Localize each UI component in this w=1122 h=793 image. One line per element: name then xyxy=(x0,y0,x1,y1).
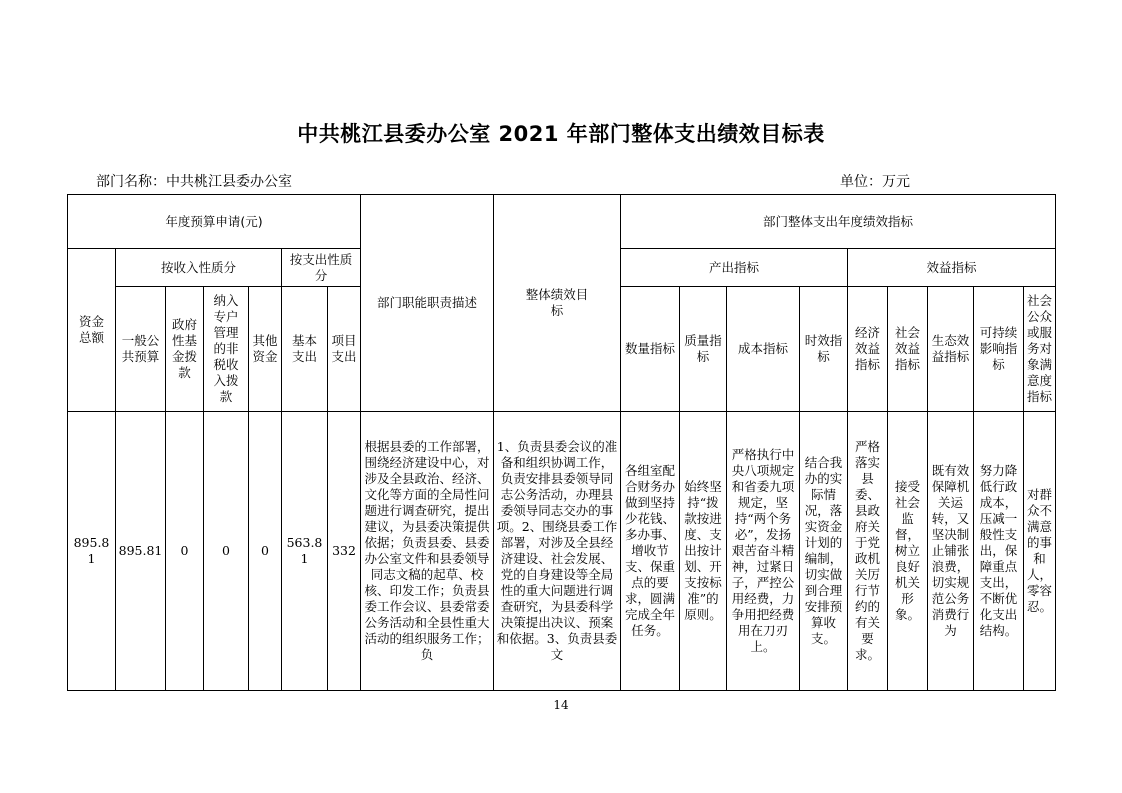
cell-total: 895.81 xyxy=(68,412,116,691)
header-quality: 质量指标 xyxy=(680,287,727,412)
header-general-budget: 一般公共预算 xyxy=(116,287,166,412)
cell-gov-fund: 0 xyxy=(166,412,204,691)
cell-cost: 严格执行中央八项规定和省委九项规定，坚持“两个务必”，发扬艰苦奋斗精神，过紧日子，严控公用经费，力争用把经费用在刀刃上。 xyxy=(727,412,800,691)
department-name: 部门名称：中共桃江县委办公室 xyxy=(96,174,292,190)
header-overall-goal-text: 整体绩效目标 xyxy=(525,287,589,318)
header-gov-fund: 政府性基金拨款 xyxy=(166,287,204,412)
performance-table xyxy=(67,194,1056,691)
cell-quantity: 各组室配合财务办做到坚持少花钱、多办事、增收节支、保重点的要求，圆满完成全年任务。 xyxy=(621,412,680,691)
header-basic-exp-text: 基本支出 xyxy=(291,333,317,364)
header-budget-group: 年度预算申请(元) xyxy=(68,195,361,249)
header-basic-exp xyxy=(282,287,328,412)
cell-sustainable: 努力降低行政成本，压减一般性支出，保障重点支出，不断优化支出结构。 xyxy=(974,412,1024,691)
page-title: 中共桃江县委办公室 2021 年部门整体支出绩效目标表 xyxy=(297,122,825,146)
header-output: 产出指标 xyxy=(621,249,848,287)
header-social: 社会效益指标 xyxy=(888,287,928,412)
unit-label: 单位：万元 xyxy=(840,174,910,190)
header-duty-desc: 部门职能职责描述 xyxy=(361,195,494,412)
cell-timeliness: 结合我办的实际情况，落实资金计划的编制，切实做到合理安排预算收支。 xyxy=(800,412,848,691)
header-perf-group: 部门整体支出年度绩效指标 xyxy=(621,195,1056,249)
cell-project-exp: 332 xyxy=(328,412,361,691)
header-non-tax-text: 纳入专户管理的非税收入拨款 xyxy=(213,293,239,404)
header-timeliness: 时效指标 xyxy=(800,287,848,412)
cell-general-budget: 895.81 xyxy=(116,412,166,691)
header-satisfaction: 社会公众或服务对象满意度指标 xyxy=(1024,287,1056,412)
cell-basic-exp: 563.81 xyxy=(282,412,328,691)
page-number: 14 xyxy=(553,698,569,712)
header-cost: 成本指标 xyxy=(727,287,800,412)
cell-overall-goal: 1、负责县委会议的准备和组织协调工作，负责安排县委领导同志公务活动，办理县委领导同志交办的事项。2、围绕县委工作部署，对涉及全县经济建设、社会发展、党的自身建设等全局性的重大问题进行调查研究，为县委科学决策提出决议、预案和依据。3、负责县委文 xyxy=(494,412,621,691)
header-non-tax xyxy=(204,287,249,412)
cell-other-fund: 0 xyxy=(249,412,282,691)
header-sustainable: 可持续影响指标 xyxy=(974,287,1024,412)
header-other-fund: 其他资金 xyxy=(249,287,282,412)
header-total-text: 资金总额 xyxy=(78,314,104,345)
header-by-expense: 按支出性质分 xyxy=(282,249,361,287)
header-total xyxy=(68,249,116,412)
cell-economic: 严格落实县委、县政府关于党政机关厉行节约的有关要求。 xyxy=(848,412,888,691)
cell-satisfaction: 对群众不满意的事和人，零容忍。 xyxy=(1024,412,1056,691)
header-project-exp: 项目支出 xyxy=(328,287,361,412)
cell-ecological: 既有效保障机关运转，又坚决制止铺张浪费，切实规范公务消费行为 xyxy=(928,412,974,691)
header-overall-goal xyxy=(494,195,621,412)
header-by-income: 按收入性质分 xyxy=(116,249,282,287)
header-quantity: 数量指标 xyxy=(621,287,680,412)
header-benefit: 效益指标 xyxy=(848,249,1056,287)
header-ecological: 生态效益指标 xyxy=(928,287,974,412)
cell-social: 接受社会监督，树立良好机关形象。 xyxy=(888,412,928,691)
cell-duty-desc: 根据县委的工作部署，围绕经济建设中心，对涉及全县政治、经济、文化等方面的全局性问题进行调查研究，提出建议，为县委决策提供依据；负责县委、县委办公室文件和县委领导同志文稿的起草、校核、印发工作；负责县委工作会议、县委常委公务活动和全县性重大活动的组织服务工作；负 xyxy=(361,412,494,691)
header-economic: 经济效益指标 xyxy=(848,287,888,412)
cell-quality: 始终坚持“拨款按进度、支出按计划、开支按标准”的原则。 xyxy=(680,412,727,691)
cell-non-tax: 0 xyxy=(204,412,249,691)
